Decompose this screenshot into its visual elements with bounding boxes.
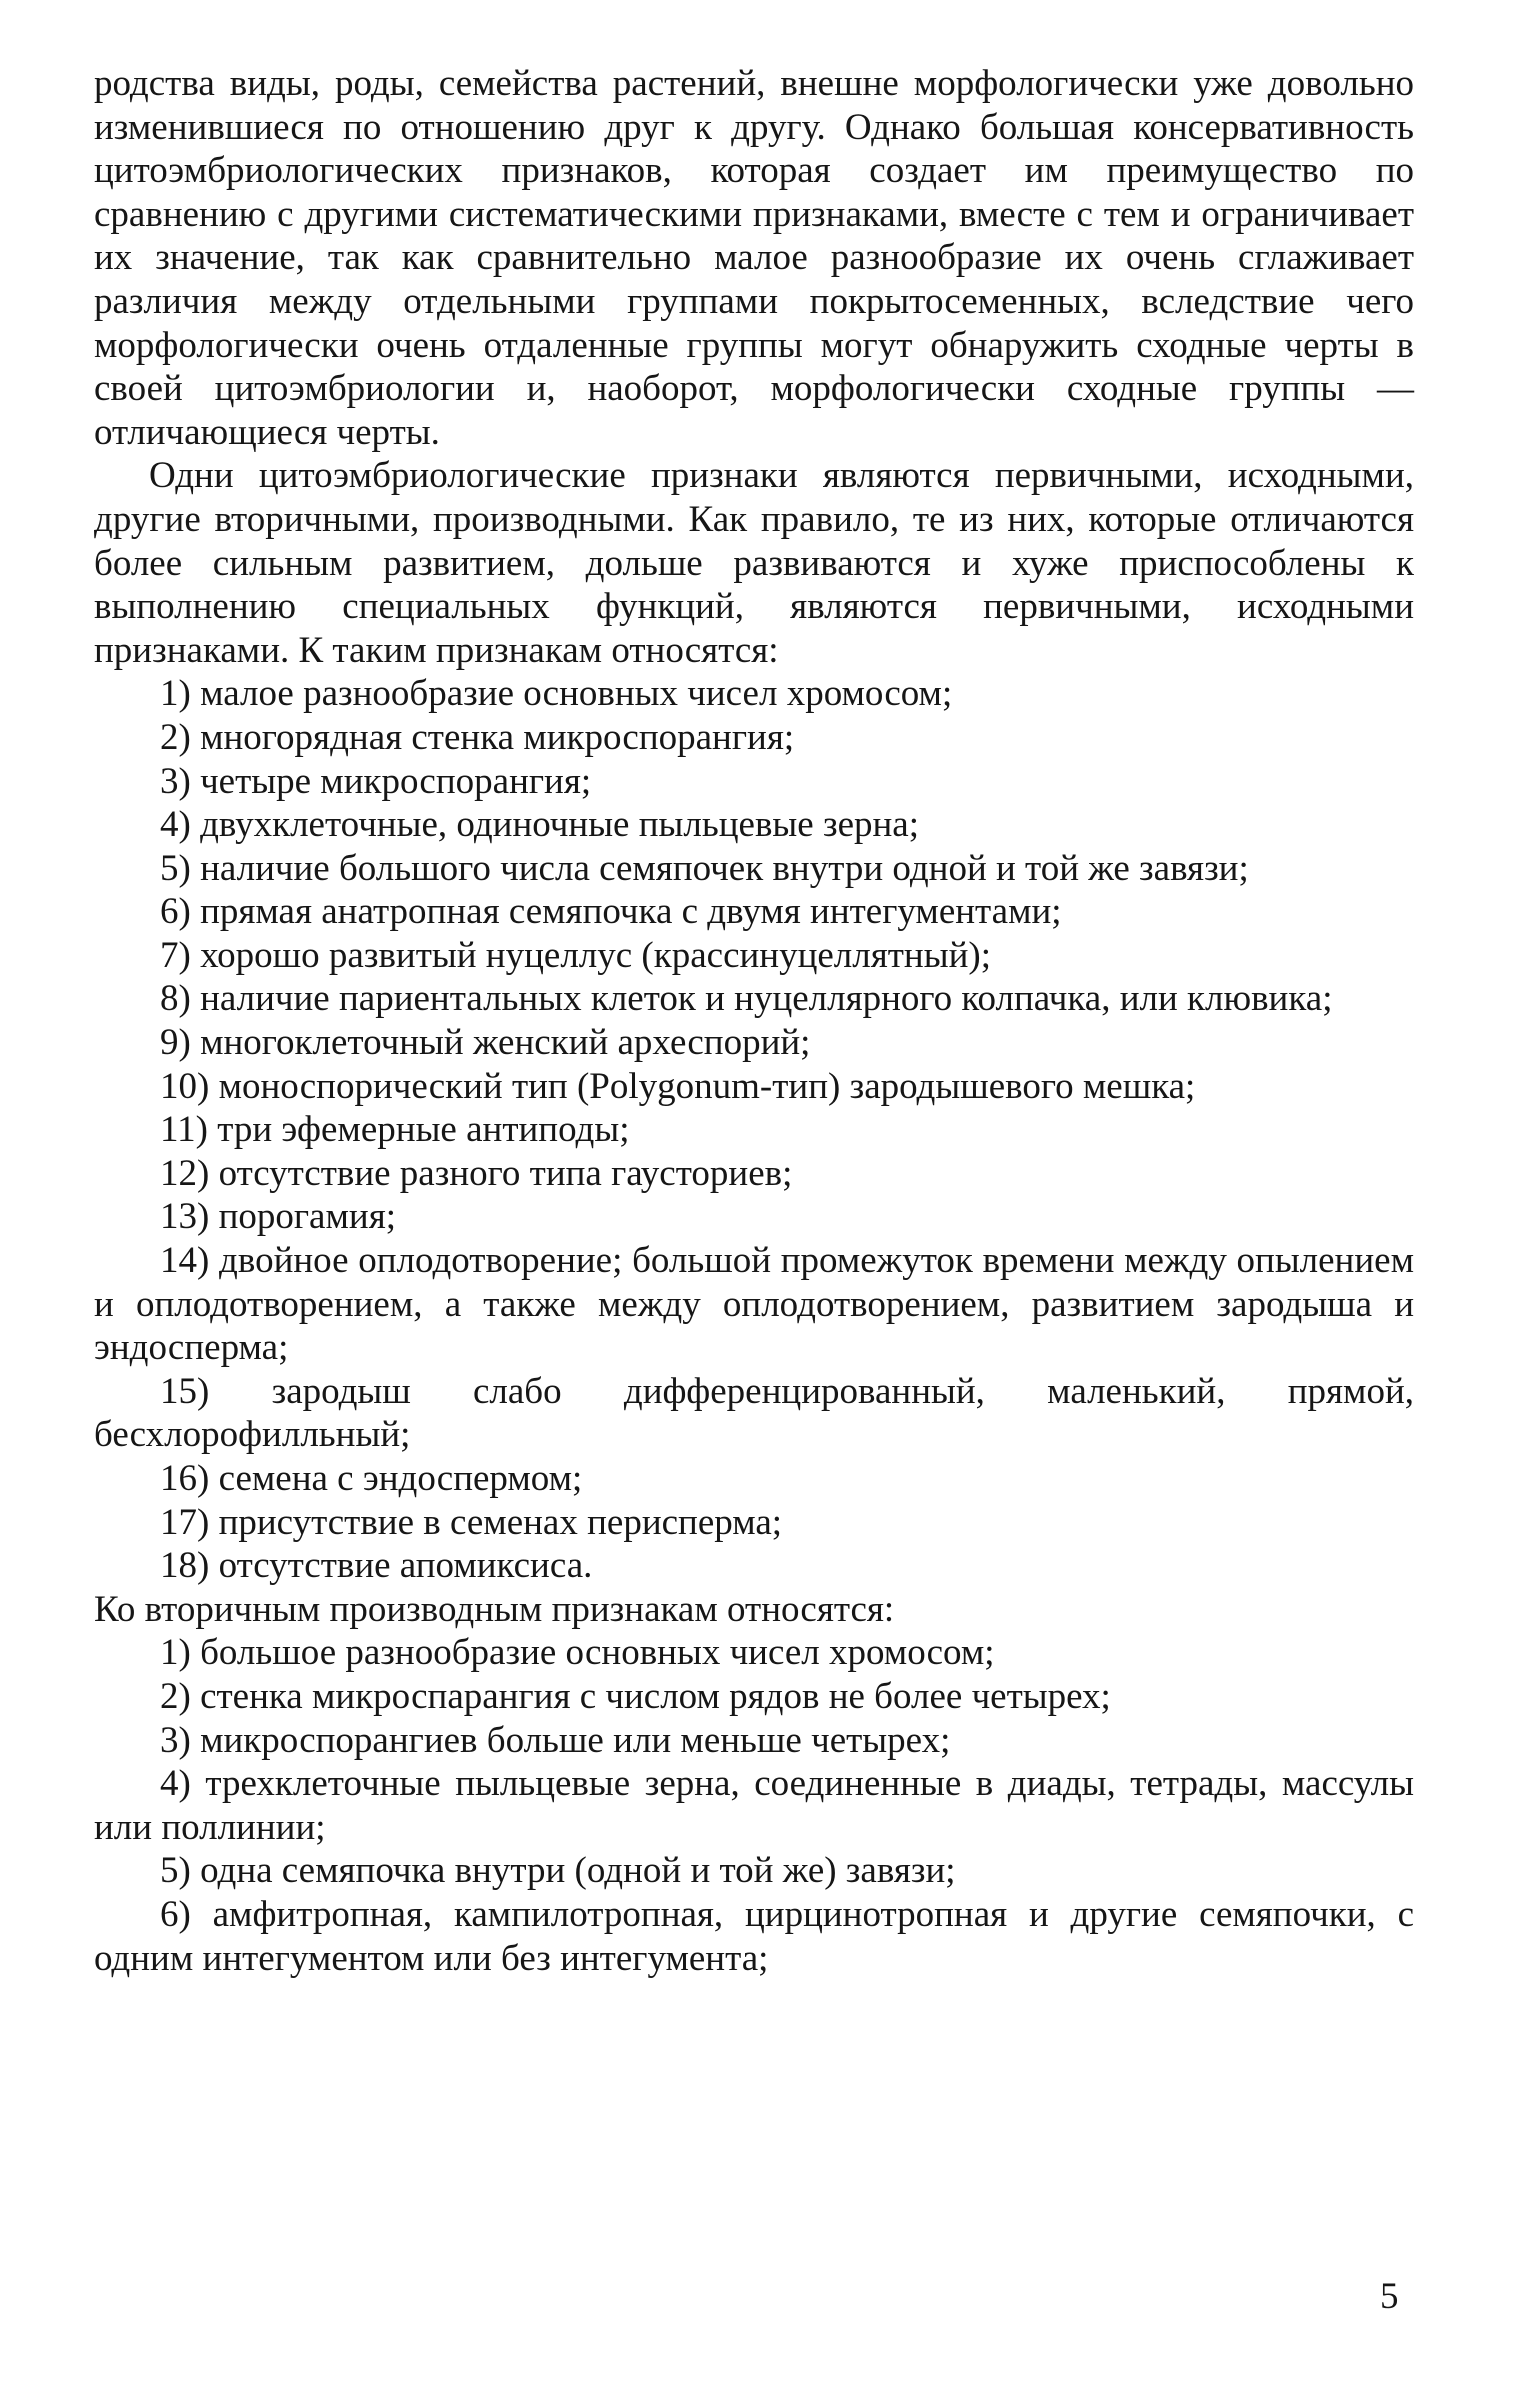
list-item [94,803,1414,847]
item-number: 5) [160,1850,191,1892]
item-number: 15) [160,1370,210,1412]
item-number: 3) [160,760,191,802]
item-number: 5) [160,847,191,889]
item-text: амфитропная, кампилотропная, цирцинотропная и другие семяпочки, с одним интегументом или без интегумента; [94,1893,1414,1979]
item-text: порогамия; [218,1196,396,1238]
paragraph-intro: родства виды, роды, семейства растений, внешне морфологически уже довольно изменившиеся по отношению друг к другу. Однако большая консервативность цитоэмбриологических признаков, которая создает им преимущество по сравнению с другими систематическими признаками, вместе с тем и ограничивает их значение, так как сравнительно малое разнообразие их очень сглаживает различия между отдельными группами покрытосеменных, вследствие чего морфологически очень отдаленные группы могут обнаружить сходные черты в своей цитоэмбриологии и, наоборот, морфологически сходные группы — отличающиеся черты. [94,63,1414,453]
item-number: 18) [160,1545,210,1587]
list-item [94,1762,1414,1849]
list-item [94,1370,1414,1457]
item-text: присутствие в семенах перисперма; [218,1501,783,1543]
secondary-traits-list [94,1631,1414,1980]
list-item [94,1457,1414,1501]
primary-traits-list [94,672,1414,1587]
list-item [94,1544,1414,1588]
item-text: трехклеточные пыльцевые зерна, соединенные в диады, тетрады, массулы или поллинии; [94,1763,1415,1848]
item-text: три эфемерные антиподы; [217,1109,630,1151]
list-item [94,1849,1414,1893]
secondary-traits-heading: Ко вторичным производным признакам относятся: [94,1588,895,1630]
item-number: 2) [160,1675,191,1717]
list-item [94,1675,1414,1719]
list-item [94,1719,1414,1763]
item-text: одна семяпочка внутри (одной и той же) завязи; [200,1850,956,1892]
item-text: четыре микроспорангия; [200,760,592,802]
item-number: 13) [160,1196,210,1238]
item-number: 1) [160,673,191,715]
item-text: двухклеточные, одиночные пыльцевые зерна; [200,804,919,846]
item-text: наличие большого числа семяпочек внутри одной и той же завязи; [200,847,1249,889]
item-number: 8) [160,978,191,1020]
item-number: 10) [160,1065,210,1107]
item-number: 6) [160,1893,191,1935]
item-text: большое разнообразие основных чисел хромосом; [200,1632,995,1674]
item-text: малое разнообразие основных чисел хромосом; [200,673,953,715]
page-body [94,62,1414,1980]
item-number: 1) [160,1632,191,1674]
list-item [94,760,1414,804]
item-text: многорядная стенка микроспорангия; [200,716,795,758]
item-text: двойное оплодотворение; большой промежуток времени между опылением и оплодотворением, а также между оплодотворением, развитием зародыша и эндосперма; [94,1240,1414,1369]
list-item [94,847,1414,891]
list-item [94,977,1414,1021]
list-item [94,1152,1414,1196]
item-text: хорошо развитый нуцеллус (крассинуцеллятный); [200,934,991,976]
list-item [94,1893,1414,1980]
item-number: 17) [160,1501,210,1543]
item-number: 12) [160,1152,210,1194]
list-item [94,716,1414,760]
item-number: 3) [160,1719,191,1761]
list-item [94,1195,1414,1239]
item-number: 7) [160,934,191,976]
item-text: наличие париентальных клеток и нуцеллярного колпачка, или клювика; [200,978,1333,1020]
list-item [94,672,1414,716]
item-text: отсутствие разного типа гаусториев; [218,1152,793,1194]
item-number: 16) [160,1458,210,1499]
item-number: 4) [160,1763,191,1805]
item-number: 9) [160,1022,191,1064]
list-item [94,934,1414,978]
item-text: отсутствие апомиксиса. [218,1545,593,1587]
item-text: зародыш слабо дифференцированный, маленький, прямой, бесхлорофилльный; [94,1370,1415,1456]
item-text: прямая анатропная семяпочка с двумя интегументами; [200,891,1062,933]
item-number: 2) [160,716,191,758]
item-text: микроспорангиев больше или меньше четырех; [200,1719,951,1761]
list-item [94,1108,1414,1152]
item-text: стенка микроспарангия с числом рядов не более четырех; [200,1675,1111,1717]
item-text: многоклеточный женский археспорий; [200,1022,811,1064]
item-text: моноспорический тип (Polygonum-тип) зародышевого мешка; [218,1065,1196,1107]
page-number: 5 [1380,2276,1399,2317]
list-item [94,1021,1414,1065]
item-number: 4) [160,804,191,846]
item-text: семена с эндоспермом; [218,1458,583,1499]
paragraph-primary-intro: Одни цитоэмбриологические признаки являются первичными, исходными, другие вторичными, производными. Как правило, те из них, которые отличаются более сильным развитием, дольше развиваются и хуже приспособлены к выполнению специальных функций, являются первичными, исходными признаками. К таким признакам относятся: [94,455,1414,671]
item-number: 14) [160,1240,210,1282]
list-item [94,1501,1414,1545]
list-item [94,1239,1414,1370]
item-number: 11) [160,1109,208,1151]
list-item [94,1631,1414,1675]
item-number: 6) [160,891,191,933]
list-item [94,890,1414,934]
list-item [94,1065,1414,1109]
